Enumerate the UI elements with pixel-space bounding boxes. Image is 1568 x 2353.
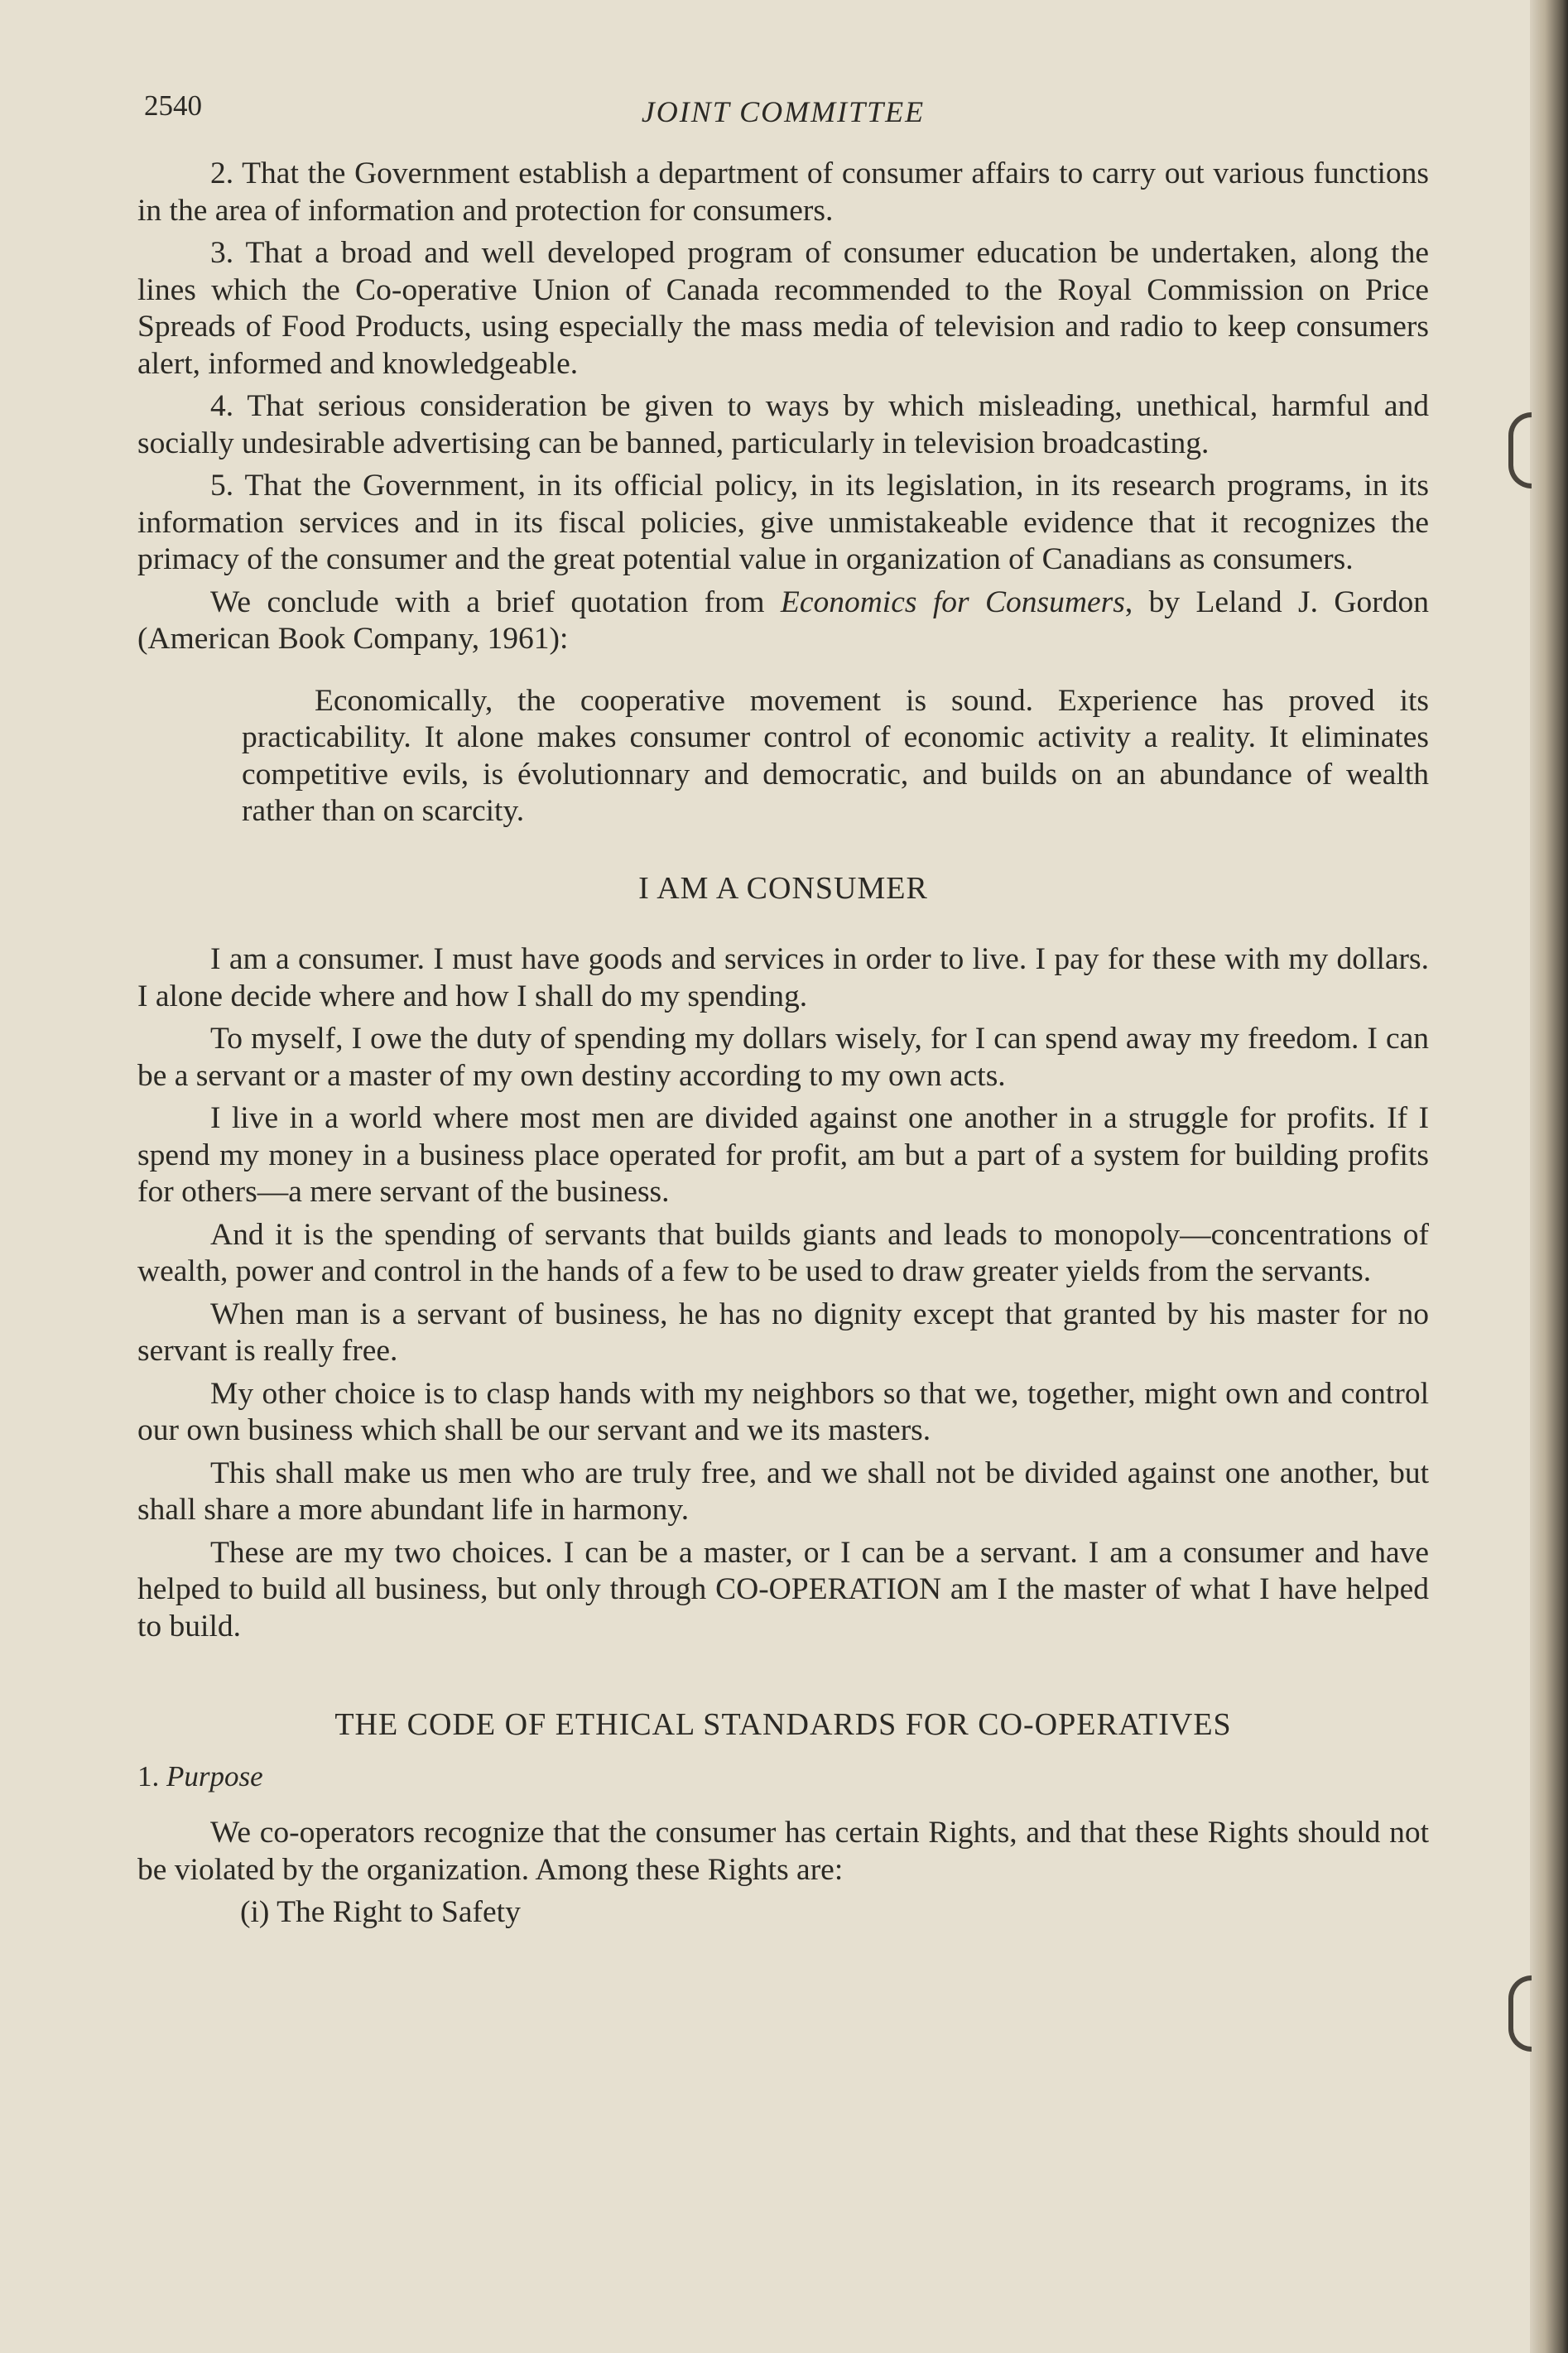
page-binding-shadow: [1530, 0, 1568, 2353]
consumer-paragraph: To myself, I owe the duty of spending my dollars wisely, for I can spend away my freedom. I can be a servant or a master of my own destiny according to my own acts.: [137, 1022, 1429, 1093]
code-paragraph: We co-operators recognize that the consumer has certain Rights, and that these Rights should not be violated by the organization. Among these Rights are:: [137, 1816, 1429, 1887]
recommendation-3: 3. That a broad and well developed program of consumer education be undertaken, along the lines which the Co-operative Union of Canada recommended to the Royal Commission on Price Spreads of Food Products, using especially the mass media of television and radio to keep consumers alert, informed and knowledgeable.: [137, 236, 1429, 381]
consumer-paragraph: My other choice is to clasp hands with my neighbors so that we, together, might own and control our own business which shall be our servant and we its masters.: [137, 1376, 1429, 1447]
recommendation-5: 5. That the Government, in its official policy, in its legislation, in its research programs, in its information services and in its fiscal policies, give unmistakeable evidence that it recognizes the primacy of the consumer and the great potential value in organization of Canadians as consumers.: [137, 469, 1429, 576]
section-heading-consumer: I AM A CONSUMER: [638, 870, 928, 906]
running-head: JOINT COMMITTEE: [641, 95, 926, 128]
conclusion-citation: , by Leland J. Gordon (American Book Company, 1961):: [137, 585, 1429, 656]
consumer-paragraph: I am a consumer. I must have goods and services in order to live. I pay for these with my dollars. I alone decide where and how I shall do my spending.: [137, 942, 1429, 1013]
recommendation-4: 4. That serious consideration be given to ways by which misleading, unethical, harmful and socially undesirable advertising can be banned, particularly in television broadcasting.: [137, 389, 1429, 460]
book-title: Economics for Consumers: [780, 585, 1125, 619]
consumer-paragraph: This shall make us men who are truly free, and we shall not be divided against one another, but shall share a more abundant life in harmony.: [137, 1456, 1429, 1527]
consumer-paragraph: These are my two choices. I can be a master, or I can be a servant. I am a consumer and have helped to build all business, but only through CO-OPERATION am I the master of what I have helped to build.: [137, 1535, 1429, 1643]
page-number: 2540: [144, 89, 202, 122]
block-quote: Economically, the cooperative movement is sound. Experience has proved its practicability. It alone makes consumer control of economic activity a reality. It eliminates competitive evils, is évolutionnary and democratic, and builds on an abundance of wealth rather than on scarcity.: [242, 683, 1429, 828]
subsection-heading: [137, 1759, 1429, 1796]
binding-clip: [1508, 1975, 1532, 2052]
consumer-paragraph: When man is a servant of business, he has no dignity except that granted by his master for no servant is really free.: [137, 1297, 1429, 1368]
subsection-title: Purpose: [166, 1759, 263, 1792]
conclusion-text: We conclude with a brief quotation from: [210, 585, 781, 619]
rights-list-item: (i) The Right to Safety: [240, 1895, 521, 1929]
conclusion-paragraph: [137, 585, 1429, 658]
page-body: [137, 156, 1429, 1932]
page-header: [137, 83, 1429, 132]
binding-clip: [1508, 412, 1532, 488]
consumer-paragraph: And it is the spending of servants that builds giants and leads to monopoly—concentrations of wealth, power and control in the hands of a few to be used to draw greater yields from the servants.: [137, 1217, 1429, 1288]
consumer-paragraph: I live in a world where most men are divided against one another in a struggle for profits. If I spend my money in a business place operated for profit, am but a part of a system for building profits for others—a mere servant of the business.: [137, 1101, 1429, 1209]
recommendation-2: 2. That the Government establish a department of consumer affairs to carry out various functions in the area of information and protection for consumers.: [137, 156, 1429, 228]
section-heading-code: THE CODE OF ETHICAL STANDARDS FOR CO-OPERATIVES: [334, 1707, 1232, 1742]
subsection-number: 1.: [137, 1759, 166, 1792]
